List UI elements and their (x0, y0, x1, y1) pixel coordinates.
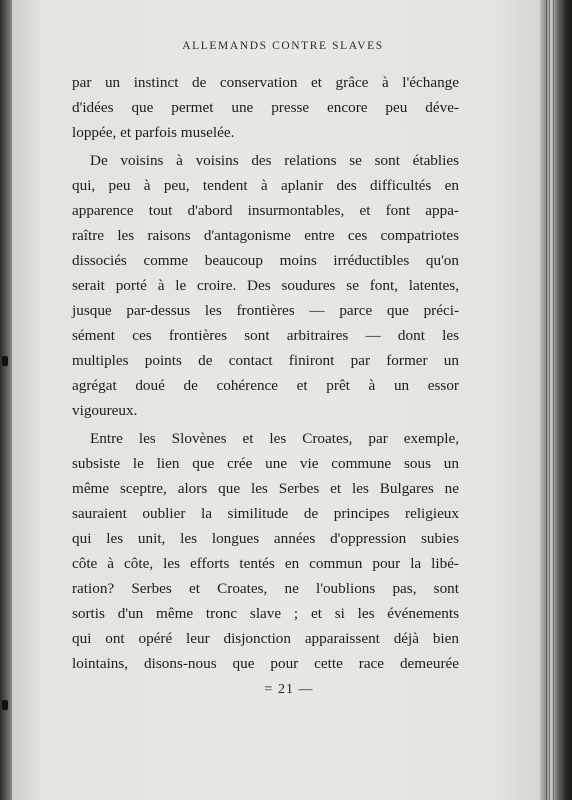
paragraph (72, 70, 459, 145)
page-number: = 21 — (264, 682, 314, 697)
text-line: qui ont opéré leur disjonction apparaissent déjà bien (72, 630, 459, 647)
text-line: qui les unit, les longues années d'oppression subies (72, 530, 459, 547)
text-line: sortis d'un même tronc slave ; et si les événements (72, 605, 459, 622)
text-line: multiples points de contact finiront par former un (72, 352, 459, 369)
page-body (72, 70, 459, 676)
text-line: agrégat doué de cohérence et prêt à un essor (72, 377, 459, 394)
running-head: ALLEMANDS CONTRE SLAVES (182, 40, 384, 52)
text-line: par un instinct de conservation et grâce à l'échange (72, 74, 459, 91)
text-line: Entre les Slovènes et les Croates, par exemple, (90, 430, 459, 447)
text-line: vigoureux. (72, 402, 138, 419)
paragraph (72, 426, 459, 676)
text-line: sauraient oublier la similitude de principes religieux (72, 505, 459, 522)
text-line: ration? Serbes et Croates, ne l'oublions pas, sont (72, 580, 459, 597)
text-line: qui, peu à peu, tendent à aplanir des difficultés en (72, 177, 459, 194)
binding-notch (2, 356, 8, 366)
text-line: d'idées que permet une presse encore peu déve- (72, 99, 459, 116)
binding-notch (2, 700, 8, 710)
text-line: serait porté à le croire. Des soudures se font, latentes, (72, 277, 459, 294)
text-line: jusque par-dessus les frontières — parce que préci- (72, 302, 459, 319)
text-line: raître les raisons d'antagonisme entre ces compatriotes (72, 227, 459, 244)
text-line: subsiste le lien que crée une vie commune sous un (72, 455, 459, 472)
text-line: lointains, disons-nous que pour cette race demeurée (72, 655, 459, 672)
text-line: dissociés comme beaucoup moins irréductibles qu'on (72, 252, 459, 269)
text-line: apparence tout d'abord insurmontables, et font appa- (72, 202, 459, 219)
text-line: loppée, et parfois muselée. (72, 124, 235, 141)
book-page-stack-right (540, 0, 572, 800)
text-line: côte à côte, les efforts tentés en commun pour la libé- (72, 555, 459, 572)
paragraph (72, 148, 459, 423)
book-page (12, 0, 540, 800)
text-line: De voisins à voisins des relations se sont établies (90, 152, 459, 169)
text-line: sément ces frontières sont arbitraires — dont les (72, 327, 459, 344)
text-line: même sceptre, alors que les Serbes et les Bulgares ne (72, 480, 459, 497)
